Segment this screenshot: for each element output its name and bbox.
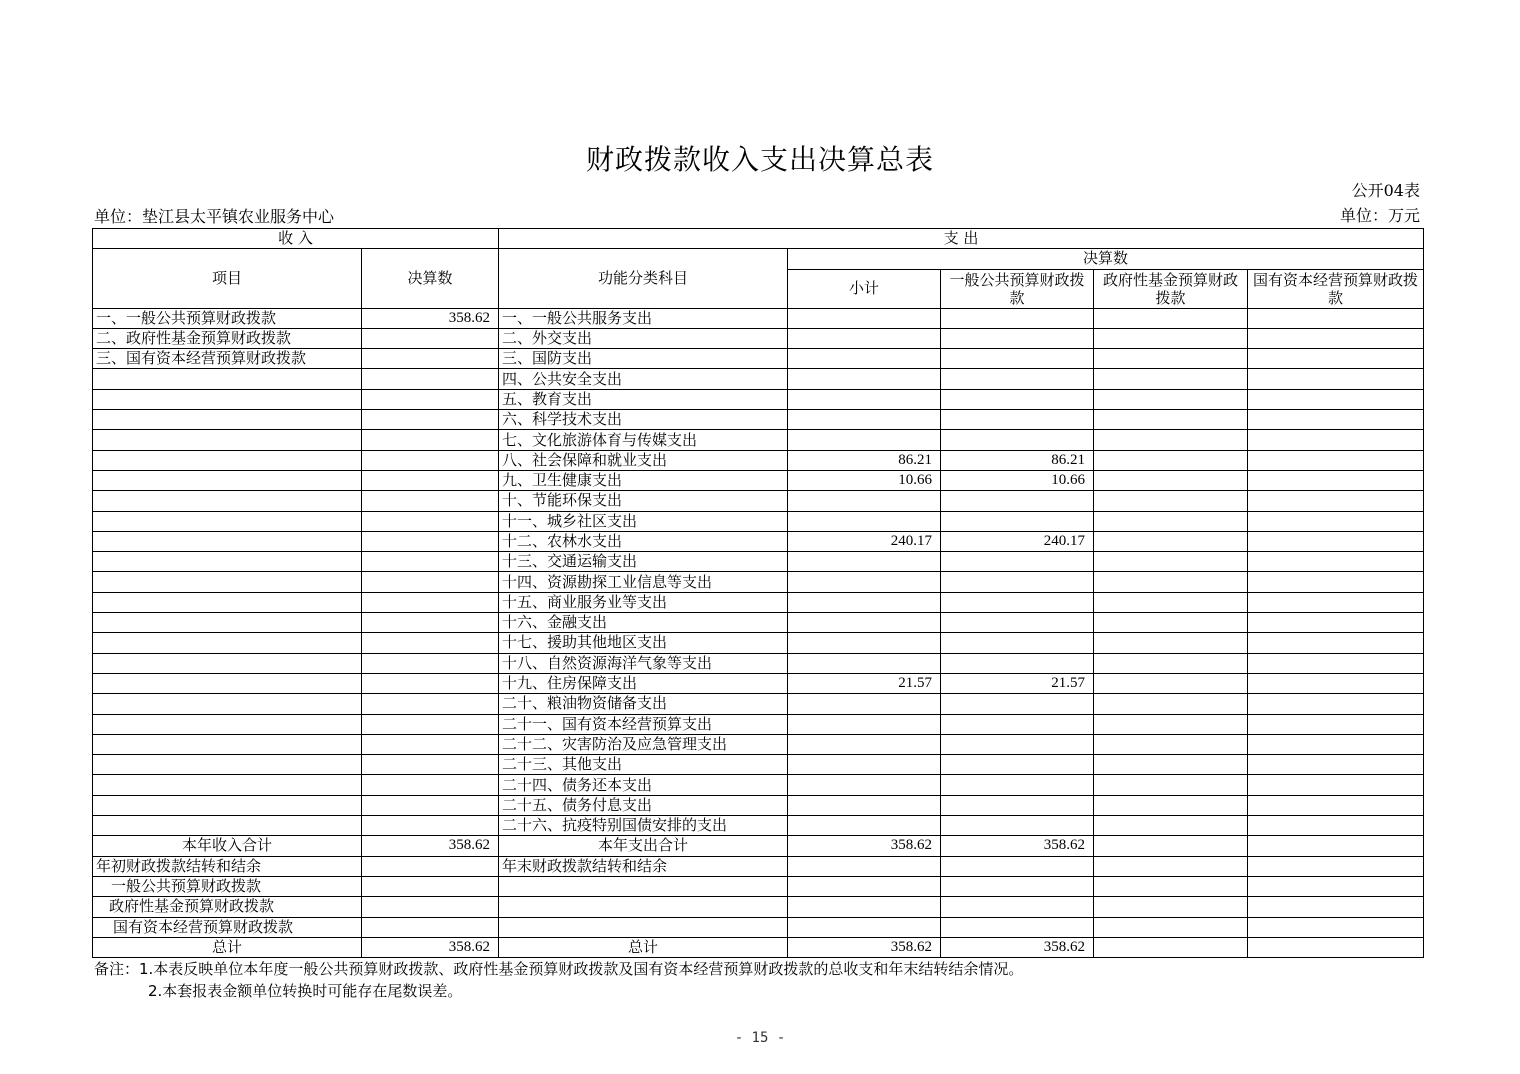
income-item-cell: [93, 572, 362, 592]
income-item-cell: [93, 552, 362, 572]
expense-fund-cell: [1094, 592, 1248, 612]
expense-general-cell: [941, 795, 1094, 815]
expense-fund-cell: [1094, 572, 1248, 592]
income-item-cell: [93, 673, 362, 693]
income-amount-cell: [362, 613, 499, 633]
expense-general-cell: [941, 694, 1094, 714]
expense-fund-cell: [1094, 470, 1248, 490]
expense-subject-cell: 十六、金融支出: [499, 613, 788, 633]
table-row: [93, 714, 1424, 734]
income-amount-cell: 358.62: [362, 308, 499, 328]
expense-capital-cell: [1248, 450, 1424, 470]
expense-capital-cell: [1248, 633, 1424, 653]
expense-fund-cell: [1094, 430, 1248, 450]
expense-general-cell: [941, 328, 1094, 348]
income-item-cell: [93, 694, 362, 714]
expense-general-cell: 21.57: [941, 673, 1094, 693]
empty-cell: [362, 856, 499, 876]
income-amount-cell: [362, 755, 499, 775]
income-amount-cell: [362, 511, 499, 531]
expense-fund-cell: [1094, 694, 1248, 714]
expense-general-cell: [941, 369, 1094, 389]
expense-general-cell: [941, 410, 1094, 430]
income-item-cell: [93, 470, 362, 490]
empty-cell: [1094, 836, 1248, 856]
expense-subtotal-cell: [788, 491, 941, 511]
expense-capital-cell: [1248, 308, 1424, 328]
expense-capital-cell: [1248, 775, 1424, 795]
expense-subject-cell: 三、国防支出: [499, 349, 788, 369]
expense-fund-cell: [1094, 308, 1248, 328]
expense-fund-cell: [1094, 795, 1248, 815]
empty-cell: [499, 917, 788, 937]
expense-subject-cell: 二、外交支出: [499, 328, 788, 348]
table-row: [93, 531, 1424, 551]
income-item-cell: [93, 714, 362, 734]
expense-capital-cell: [1248, 653, 1424, 673]
table-row: [93, 775, 1424, 795]
income-amount-cell: [362, 328, 499, 348]
expense-subtotal-cell: [788, 816, 941, 836]
note-line-2: 2.本套报表金额单位转换时可能存在尾数误差。: [148, 982, 463, 1000]
amount-header: 决算数: [362, 249, 499, 308]
income-amount-cell: [362, 369, 499, 389]
expense-subject-cell: 四、公共安全支出: [499, 369, 788, 389]
table-row: [93, 572, 1424, 592]
expense-subtotal-cell: [788, 430, 941, 450]
income-item-cell: [93, 369, 362, 389]
expense-subtotal-cell: 86.21: [788, 450, 941, 470]
expense-capital-cell: [1248, 734, 1424, 754]
expense-general-cell: [941, 653, 1094, 673]
table-row: [93, 694, 1424, 714]
expense-subject-cell: 十四、资源勘探工业信息等支出: [499, 572, 788, 592]
expense-subject-cell: 一、一般公共服务支出: [499, 308, 788, 328]
expense-subject-cell: 十三、交通运输支出: [499, 552, 788, 572]
expense-capital-cell: [1248, 572, 1424, 592]
table-row: [93, 795, 1424, 815]
expense-subtotal-cell: 240.17: [788, 531, 941, 551]
gov-fund-header: 政府性基金预算财政拨款: [1094, 269, 1248, 308]
table-row: [93, 328, 1424, 348]
expense-general-cell: [941, 775, 1094, 795]
expense-subject-cell: 八、社会保障和就业支出: [499, 450, 788, 470]
table-row: [93, 430, 1424, 450]
expense-subtotal-cell: [788, 592, 941, 612]
expense-fund-cell: [1094, 816, 1248, 836]
income-amount-cell: [362, 795, 499, 815]
expense-fund-cell: [1094, 633, 1248, 653]
grand-total-label-left: 总计: [93, 937, 362, 957]
income-amount-cell: [362, 491, 499, 511]
table-body: [93, 308, 1424, 836]
expense-fund-cell: [1094, 734, 1248, 754]
unit-organization: 单位：垫江县太平镇农业服务中心: [94, 207, 335, 226]
income-amount-cell: [362, 552, 499, 572]
empty-cell: [1248, 917, 1424, 937]
income-item-cell: [93, 389, 362, 409]
expense-subject-cell: 十八、自然资源海洋气象等支出: [499, 653, 788, 673]
expense-subtotal-cell: [788, 410, 941, 430]
expense-capital-cell: [1248, 389, 1424, 409]
begin-balance-label: 年初财政拨款结转和结余: [93, 856, 362, 876]
income-item-cell: [93, 592, 362, 612]
empty-cell: [941, 917, 1094, 937]
empty-cell: [1094, 937, 1248, 957]
income-amount-cell: [362, 734, 499, 754]
expense-general-cell: 240.17: [941, 531, 1094, 551]
grand-total-left: 358.62: [362, 937, 499, 957]
income-amount-cell: [362, 775, 499, 795]
expense-fund-cell: [1094, 511, 1248, 531]
income-total-value: 358.62: [362, 836, 499, 856]
expense-subtotal-cell: [788, 349, 941, 369]
expense-capital-cell: [1248, 470, 1424, 490]
page-title: 财政拨款收入支出决算总表: [585, 143, 934, 176]
table-row: [93, 856, 1424, 876]
table-row: [93, 552, 1424, 572]
expense-general-cell: [941, 491, 1094, 511]
expense-fund-cell: [1094, 653, 1248, 673]
empty-cell: [362, 876, 499, 896]
expense-subject-cell: 五、教育支出: [499, 389, 788, 409]
income-amount-cell: [362, 816, 499, 836]
begin-capital-label: 国有资本经营预算财政拨款: [93, 917, 362, 937]
expense-general-cell: [941, 714, 1094, 734]
table-row: [93, 592, 1424, 612]
table-row: [93, 389, 1424, 409]
note-line-1: 备注：1.本表反映单位本年度一般公共预算财政拨款、政府性基金预算财政拨款及国有资本经营预算财政拨款的总收支和年末结转结余情况。: [94, 960, 1024, 978]
expense-subtotal-cell: [788, 389, 941, 409]
expense-subject-cell: 二十四、债务还本支出: [499, 775, 788, 795]
income-amount-cell: [362, 389, 499, 409]
expense-subject-cell: 二十二、灾害防治及应急管理支出: [499, 734, 788, 754]
table-row: [93, 653, 1424, 673]
table-row: [93, 470, 1424, 490]
subtotal-header: 小计: [788, 269, 941, 308]
income-item-cell: [93, 775, 362, 795]
empty-cell: [1248, 856, 1424, 876]
notes: [94, 958, 1023, 1002]
income-amount-cell: [362, 592, 499, 612]
final-accounts-table: [92, 228, 1424, 958]
table-row: [93, 410, 1424, 430]
table-row: [93, 755, 1424, 775]
table-row: [93, 917, 1424, 937]
income-amount-cell: [362, 633, 499, 653]
income-amount-cell: [362, 694, 499, 714]
unit-currency: 单位：万元: [1339, 206, 1420, 225]
state-capital-header: 国有资本经营预算财政拨款: [1248, 269, 1424, 308]
expense-capital-cell: [1248, 491, 1424, 511]
expense-subject-cell: 六、科学技术支出: [499, 410, 788, 430]
grand-total-label-right: 总计: [499, 937, 788, 957]
table-row: [93, 491, 1424, 511]
grand-total-subtotal: 358.62: [788, 937, 941, 957]
income-item-cell: [93, 491, 362, 511]
expense-capital-cell: [1248, 673, 1424, 693]
expense-subtotal-cell: 21.57: [788, 673, 941, 693]
general-budget-header: 一般公共预算财政拨款: [941, 269, 1094, 308]
expense-general-cell: 86.21: [941, 450, 1094, 470]
expense-subtotal-cell: [788, 308, 941, 328]
empty-cell: [1248, 876, 1424, 896]
expense-capital-cell: [1248, 795, 1424, 815]
table-footer: [93, 836, 1424, 958]
expense-general-cell: [941, 389, 1094, 409]
expense-subtotal-cell: 10.66: [788, 470, 941, 490]
begin-general-label: 一般公共预算财政拨款: [93, 876, 362, 896]
expense-subtotal-cell: [788, 755, 941, 775]
income-amount-cell: [362, 714, 499, 734]
expense-capital-cell: [1248, 430, 1424, 450]
expense-general-cell: [941, 349, 1094, 369]
expense-subject-cell: 七、文化旅游体育与传媒支出: [499, 430, 788, 450]
expense-subject-cell: 十二、农林水支出: [499, 531, 788, 551]
table-row: [93, 349, 1424, 369]
expense-subtotal-cell: [788, 613, 941, 633]
income-amount-cell: [362, 410, 499, 430]
expense-fund-cell: [1094, 673, 1248, 693]
empty-cell: [1094, 917, 1248, 937]
empty-cell: [788, 876, 941, 896]
expense-capital-cell: [1248, 816, 1424, 836]
income-amount-cell: [362, 470, 499, 490]
expense-subject-cell: 九、卫生健康支出: [499, 470, 788, 490]
table-row: [93, 613, 1424, 633]
expense-subtotal-cell: [788, 795, 941, 815]
income-item-cell: [93, 531, 362, 551]
income-header: 收 入: [93, 229, 499, 249]
expense-subtotal-cell: [788, 369, 941, 389]
expense-subject-cell: 十、节能环保支出: [499, 491, 788, 511]
expense-general-cell: [941, 552, 1094, 572]
empty-cell: [1094, 897, 1248, 917]
expense-capital-cell: [1248, 328, 1424, 348]
income-item-cell: [93, 633, 362, 653]
empty-cell: [788, 856, 941, 876]
expense-subject-cell: 二十六、抗疫特别国债安排的支出: [499, 816, 788, 836]
expense-subject-cell: 十一、城乡社区支出: [499, 511, 788, 531]
expense-capital-cell: [1248, 531, 1424, 551]
expense-general-cell: [941, 633, 1094, 653]
income-item-cell: 一、一般公共预算财政拨款: [93, 308, 362, 328]
expense-subtotal-cell: [788, 653, 941, 673]
empty-cell: [1094, 856, 1248, 876]
expense-total-label: 本年支出合计: [499, 836, 788, 856]
table-row: [93, 633, 1424, 653]
empty-cell: [1248, 937, 1424, 957]
expense-subject-cell: 二十三、其他支出: [499, 755, 788, 775]
expense-subject-cell: 二十、粮油物资储备支出: [499, 694, 788, 714]
table-row: [93, 937, 1424, 957]
expense-general-cell: [941, 613, 1094, 633]
expense-fund-cell: [1094, 450, 1248, 470]
expense-subtotal-cell: [788, 511, 941, 531]
income-item-cell: [93, 450, 362, 470]
table-row: [93, 308, 1424, 328]
expense-subject-cell: 二十一、国有资本经营预算支出: [499, 714, 788, 734]
expense-capital-cell: [1248, 613, 1424, 633]
empty-cell: [499, 897, 788, 917]
income-amount-cell: [362, 572, 499, 592]
income-item-cell: [93, 430, 362, 450]
table-row: [93, 511, 1424, 531]
empty-cell: [1094, 876, 1248, 896]
grand-total-general: 358.62: [941, 937, 1094, 957]
empty-cell: [362, 917, 499, 937]
income-item-cell: [93, 653, 362, 673]
expense-fund-cell: [1094, 775, 1248, 795]
income-item-cell: [93, 613, 362, 633]
table-row: [93, 897, 1424, 917]
table-row: [93, 734, 1424, 754]
expense-general-cell: [941, 734, 1094, 754]
expense-general-cell: [941, 308, 1094, 328]
table-row: [93, 876, 1424, 896]
expense-general-cell: [941, 572, 1094, 592]
table-row: [93, 450, 1424, 470]
expense-subject-cell: 十七、援助其他地区支出: [499, 633, 788, 653]
income-amount-cell: [362, 349, 499, 369]
income-item-cell: [93, 755, 362, 775]
expense-fund-cell: [1094, 491, 1248, 511]
expense-fund-cell: [1094, 389, 1248, 409]
expense-fund-cell: [1094, 410, 1248, 430]
expense-general-cell: [941, 592, 1094, 612]
expense-subtotal-cell: [788, 328, 941, 348]
income-amount-cell: [362, 430, 499, 450]
expense-capital-cell: [1248, 694, 1424, 714]
expense-capital-cell: [1248, 349, 1424, 369]
expense-general-cell: [941, 755, 1094, 775]
income-item-cell: [93, 511, 362, 531]
expense-fund-cell: [1094, 714, 1248, 734]
table-row: [93, 836, 1424, 856]
begin-fund-label: 政府性基金预算财政拨款: [93, 897, 362, 917]
expense-general-cell: [941, 511, 1094, 531]
form-number: 公开04表: [1351, 181, 1420, 200]
expense-total-general: 358.62: [941, 836, 1094, 856]
table-row: [93, 673, 1424, 693]
expense-capital-cell: [1248, 755, 1424, 775]
expense-total-subtotal: 358.62: [788, 836, 941, 856]
expense-capital-cell: [1248, 592, 1424, 612]
income-amount-cell: [362, 653, 499, 673]
empty-cell: [1248, 897, 1424, 917]
income-total-label: 本年收入合计: [93, 836, 362, 856]
income-amount-cell: [362, 450, 499, 470]
expense-header: 支 出: [499, 229, 1424, 249]
empty-cell: [362, 897, 499, 917]
subject-header: 功能分类科目: [499, 249, 788, 308]
expense-general-cell: 10.66: [941, 470, 1094, 490]
income-item-cell: [93, 795, 362, 815]
expense-capital-cell: [1248, 511, 1424, 531]
expense-capital-cell: [1248, 714, 1424, 734]
empty-cell: [941, 856, 1094, 876]
expense-subtotal-cell: [788, 572, 941, 592]
income-item-cell: 三、国有资本经营预算财政拨款: [93, 349, 362, 369]
expense-subtotal-cell: [788, 775, 941, 795]
expense-subject-cell: 十五、商业服务业等支出: [499, 592, 788, 612]
expense-subject-cell: 二十五、债务付息支出: [499, 795, 788, 815]
expense-fund-cell: [1094, 328, 1248, 348]
income-item-cell: 二、政府性基金预算财政拨款: [93, 328, 362, 348]
end-balance-label: 年末财政拨款结转和结余: [499, 856, 788, 876]
expense-fund-cell: [1094, 369, 1248, 389]
expense-fund-cell: [1094, 349, 1248, 369]
income-item-cell: [93, 734, 362, 754]
empty-cell: [941, 876, 1094, 896]
expense-subtotal-cell: [788, 714, 941, 734]
empty-cell: [788, 897, 941, 917]
expense-subtotal-cell: [788, 694, 941, 714]
expense-subtotal-cell: [788, 552, 941, 572]
expense-capital-cell: [1248, 410, 1424, 430]
expense-general-cell: [941, 816, 1094, 836]
empty-cell: [499, 876, 788, 896]
empty-cell: [1248, 836, 1424, 856]
item-header: 项目: [93, 249, 362, 308]
income-item-cell: [93, 816, 362, 836]
income-amount-cell: [362, 531, 499, 551]
empty-cell: [941, 897, 1094, 917]
empty-cell: [788, 917, 941, 937]
table-row: [93, 816, 1424, 836]
expense-fund-cell: [1094, 755, 1248, 775]
expense-fund-cell: [1094, 531, 1248, 551]
table-row: [93, 369, 1424, 389]
page-number: - 15 -: [734, 1030, 786, 1046]
income-item-cell: [93, 410, 362, 430]
expense-capital-cell: [1248, 369, 1424, 389]
expense-general-cell: [941, 430, 1094, 450]
expense-fund-cell: [1094, 613, 1248, 633]
income-amount-cell: [362, 673, 499, 693]
final-amount-group-header: 决算数: [788, 249, 1424, 269]
expense-fund-cell: [1094, 552, 1248, 572]
expense-capital-cell: [1248, 552, 1424, 572]
expense-subtotal-cell: [788, 734, 941, 754]
expense-subtotal-cell: [788, 633, 941, 653]
expense-subject-cell: 十九、住房保障支出: [499, 673, 788, 693]
